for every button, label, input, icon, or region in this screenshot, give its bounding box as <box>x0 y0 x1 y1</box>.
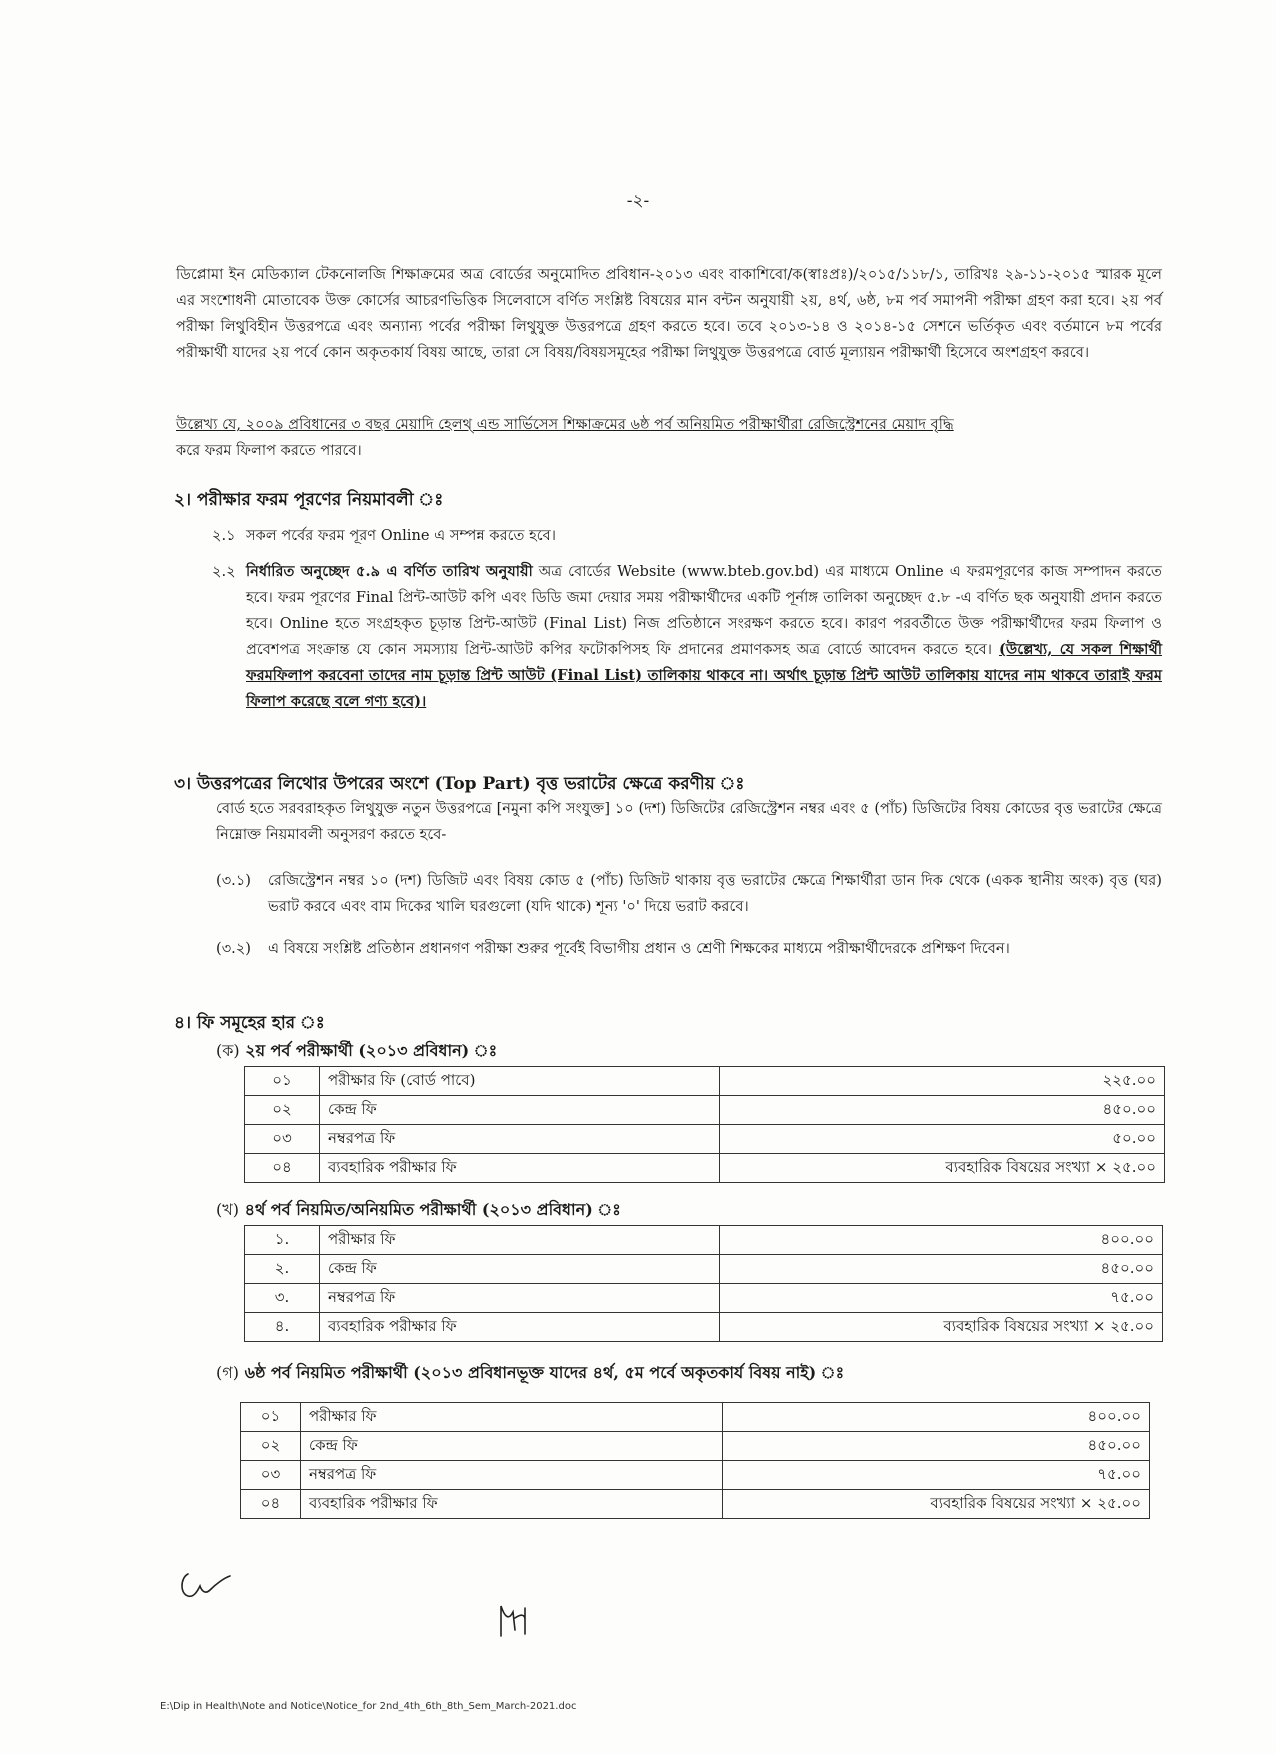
row-number: ০১ <box>245 1067 320 1096</box>
section-4-heading: ৪। ফি সমূহের হার ঃ <box>174 1013 325 1033</box>
fee-amount: ৪৫০.০০ <box>720 1255 1163 1284</box>
row-number: ০৪ <box>245 1154 320 1183</box>
row-number: ৩. <box>245 1284 320 1313</box>
note-rest: করে ফরম ফিলাপ করতে পারবে। <box>176 442 362 459</box>
fee-item: ব্যবহারিক পরীক্ষার ফি <box>320 1313 720 1342</box>
fee-item: পরীক্ষার ফি <box>320 1226 720 1255</box>
row-number: ০১ <box>241 1403 301 1432</box>
fee-amount: ৪০০.০০ <box>720 1226 1163 1255</box>
table-row <box>245 1313 1163 1342</box>
rule-2-2-emphasis: নির্ধারিত অনুচ্ছেদ ৫.৯ এ বর্ণিত তারিখ অনুযায়ী <box>246 563 533 580</box>
fee-amount: ব্যবহারিক বিষয়ের সংখ্যা × ২৫.০০ <box>720 1313 1163 1342</box>
fee-amount: ৪৫০.০০ <box>723 1432 1150 1461</box>
rule-2-1 <box>212 523 1162 549</box>
fee-item: ব্যবহারিক পরীক্ষার ফি <box>301 1490 723 1519</box>
rule-3-2 <box>216 936 1162 962</box>
fee-table-ga <box>240 1402 1150 1519</box>
fee-amount: ৪৫০.০০ <box>720 1096 1165 1125</box>
fee-table-kha-label <box>216 1197 621 1224</box>
fee-amount: ৭৫.০০ <box>723 1461 1150 1490</box>
fee-amount: ২২৫.০০ <box>720 1067 1165 1096</box>
rule-3-1-number: (৩.১) <box>216 872 251 889</box>
rule-2-2-text <box>246 559 1162 715</box>
fee-amount: ব্যবহারিক বিষয়ের সংখ্যা × ২৫.০০ <box>723 1490 1150 1519</box>
fee-amount: ৭৫.০০ <box>720 1284 1163 1313</box>
rule-2-1-number: ২.১ <box>212 527 236 544</box>
fee-table-kha-title: ৪র্থ পর্ব নিয়মিত/অনিয়মিত পরীক্ষার্থী (২০১৩ প্রবিধান) ঃ <box>244 1200 621 1219</box>
row-number: ০২ <box>245 1096 320 1125</box>
note-underlined: উল্লেখ্য যে, ২০০৯ প্রবিধানের ৩ বছর মেয়াদি হেলথ্ এন্ড সার্ভিসেস শিক্ষাক্রমের ৬ষ্ঠ পর্ব অনিয়মিত পরীক্ষার্থীরা রেজিস্ট্রেশনের মেয়াদ বৃদ্ধি <box>176 416 954 433</box>
row-number: ০২ <box>241 1432 301 1461</box>
note-paragraph <box>176 412 1162 464</box>
rule-2-2-number: ২.২ <box>212 563 236 580</box>
section-2-heading: ২। পরীক্ষার ফরম পূরণের নিয়মাবলী ঃ <box>174 490 444 510</box>
rule-2-2-note: (উল্লেখ্য, যে সকল শিক্ষার্থী ফরমফিলাপ করবেনা তাদের নাম চূড়ান্ত প্রিন্ট আউট (Final List) তালিকায় থাকবে না। অর্থাৎ চূড়ান্ত প্রিন্ট আউট তালিকায় যাদের নাম থাকবে তারাই ফরম ফিলাপ করেছে বলে গণ্য হবে)। <box>246 641 1162 710</box>
fee-item: নম্বরপত্র ফি <box>320 1125 720 1154</box>
page-number: -২- <box>626 191 650 211</box>
footer-file-path: E:\Dip in Health\Note and Notice\Notice_for 2nd_4th_6th_8th_Sem_March-2021.doc <box>160 1701 577 1712</box>
fee-table-ka <box>244 1066 1165 1183</box>
signature-initial-left <box>176 1568 236 1604</box>
fee-item: নম্বরপত্র ফি <box>301 1461 723 1490</box>
fee-amount: ৫০.০০ <box>720 1125 1165 1154</box>
table-row <box>245 1154 1165 1183</box>
row-number: ৪. <box>245 1313 320 1342</box>
fee-amount: ব্যবহারিক বিষয়ের সংখ্যা × ২৫.০০ <box>720 1154 1165 1183</box>
fee-table-ka-title: ২য় পর্ব পরীক্ষার্থী (২০১৩ প্রবিধান) ঃ <box>245 1041 498 1060</box>
row-number: ০৩ <box>245 1125 320 1154</box>
fee-item: কেন্দ্র ফি <box>301 1432 723 1461</box>
fee-table-kha <box>244 1225 1163 1342</box>
row-number: ১. <box>245 1226 320 1255</box>
fee-table-ga-title: ৬ষ্ঠ পর্ব নিয়মিত পরীক্ষার্থী (২০১৩ প্রবিধানভূক্ত যাদের ৪র্থ, ৫ম পর্বে অকৃতকার্য বিষয় নাই) ঃ <box>244 1363 845 1382</box>
fee-item: কেন্দ্র ফি <box>320 1255 720 1284</box>
fee-item: কেন্দ্র ফি <box>320 1096 720 1125</box>
fee-item: ব্যবহারিক পরীক্ষার ফি <box>320 1154 720 1183</box>
signature-initial-center <box>495 1600 535 1640</box>
fee-item: পরীক্ষার ফি <box>301 1403 723 1432</box>
row-number: ০৩ <box>241 1461 301 1490</box>
rule-2-2-body: অত্র বোর্ডের Website (www.bteb.gov.bd) এর মাধ্যমে Online এ ফরমপূরণের কাজ সম্পাদন করতে হবে। ফরম পূরণের Final প্রিন্ট-আউট কপি এবং ডিডি জমা দেয়ার সময় পরীক্ষার্থীদের একটি পূর্নাঙ্গ তালিকা অনুচ্ছেদ ৫.৮ -এ বর্ণিত ছক অনুযায়ী প্রদান করতে হবে। Online হতে সংগ্রহকৃত চূড়ান্ত প্রিন্ট-আউট (Final List) নিজ প্রতিষ্ঠানে সংরক্ষণ করতে হবে। কারণ পরবর্তীতে উক্ত পরীক্ষার্থীদের ফরম ফিলাপ ও প্রবেশপত্র সংক্রান্ত যে কোন সমস্যায় প্রিন্ট-আউট কপির ফটোকপিসহ ফি প্রদানের প্রমাণকসহ অত্র বোর্ডে আবেদন করতে হবে। <box>246 563 1162 658</box>
fee-table-kha-prefix: (খ) <box>216 1200 239 1219</box>
section-3-heading: ৩। উত্তরপত্রের লিথোর উপরের অংশে (Top Part) বৃত্ত ভরাটের ক্ষেত্রে করণীয় ঃ <box>174 774 745 794</box>
rule-3-2-text: এ বিষয়ে সংশ্লিষ্ট প্রতিষ্ঠান প্রধানগণ পরীক্ষা শুরুর পূর্বেই বিভাগীয় প্রধান ও শ্রেণী শিক্ষকের মাধ্যমে পরীক্ষার্থীদেরকে প্রশিক্ষণ দিবেন। <box>268 940 1010 957</box>
fee-table-ka-prefix: (ক) <box>216 1041 240 1060</box>
table-row <box>245 1284 1163 1313</box>
row-number: ০৪ <box>241 1490 301 1519</box>
table-row <box>241 1461 1150 1490</box>
table-row <box>241 1432 1150 1461</box>
table-row <box>241 1490 1150 1519</box>
fee-item: পরীক্ষার ফি (বোর্ড পাবে) <box>320 1067 720 1096</box>
fee-table-ga-prefix: (গ) <box>216 1363 239 1382</box>
table-row <box>241 1403 1150 1432</box>
table-row <box>245 1226 1163 1255</box>
rule-2-2 <box>212 559 1162 715</box>
rule-3-2-number: (৩.২) <box>216 940 252 957</box>
rule-2-1-text: সকল পর্বের ফরম পূরণ Online এ সম্পন্ন করতে হবে। <box>246 527 556 544</box>
intro-paragraph: ডিপ্লোমা ইন মেডিক্যাল টেকনোলজি শিক্ষাক্রমের অত্র বোর্ডের অনুমোদিত প্রবিধান-২০১৩ এবং বাকাশিবো/ক(স্বাঃপ্রঃ)/২০১৫/১১৮/১, তারিখঃ ২৯-১১-২০১৫ স্মারক মূলে এর সংশোধনী মোতাবেক উক্ত কোর্সের আচরণভিত্তিক সিলেবাসে বর্ণিত সংশ্লিষ্ট বিষয়ের মান বন্টন অনুযায়ী ২য়, ৪র্থ, ৬ষ্ঠ, ৮ম পর্ব সমাপনী পরীক্ষা গ্রহণ করা হবে। ২য় পর্ব পরীক্ষা লিথুবিহীন উত্তরপত্রে এবং অন্যান্য পর্বের পরীক্ষা লিথুযুক্ত উত্তরপত্রে গ্রহণ করতে হবে। তবে ২০১৩-১৪ ও ২০১৪-১৫ সেশনে ভর্তিকৃত এবং বর্তমানে ৮ম পর্বের পরীক্ষার্থী যাদের ২য় পর্বে কোন অকৃতকার্য বিষয় আছে, তারা সে বিষয়/বিষয়সমূহের পরীক্ষা লিথুযুক্ত উত্তরপত্রে বোর্ড মূল্যায়ন পরীক্ষার্থী হিসেবে অংশগ্রহণ করবে। <box>176 266 1162 361</box>
table-row <box>245 1125 1165 1154</box>
table-row <box>245 1067 1165 1096</box>
row-number: ২. <box>245 1255 320 1284</box>
section-3-intro: বোর্ড হতে সরবরাহকৃত লিথুযুক্ত নতুন উত্তরপত্রে [নমুনা কপি সংযুক্ত] ১০ (দশ) ডিজিটের রেজিস্ট্রেশন নম্বর এবং ৫ (পাঁচ) ডিজিটের বিষয় কোডের বৃত্ত ভরাটের ক্ষেত্রে নিম্নোক্ত নিয়মাবলী অনুসরণ করতে হবে- <box>216 800 1162 843</box>
fee-table-ka-label <box>216 1038 497 1065</box>
table-row <box>245 1255 1163 1284</box>
rule-3-1-text: রেজিস্ট্রেশন নম্বর ১০ (দশ) ডিজিট এবং বিষয় কোড ৫ (পাঁচ) ডিজিট থাকায় বৃত্ত ভরাটের ক্ষেত্রে শিক্ষার্থীরা ডান দিক থেকে (একক স্থানীয় অংক) বৃত্ত (ঘর) ভরাট করবে এবং বাম দিকের খালি ঘরগুলো (যদি থাকে) শূন্য '০' দিয়ে ভরাট করবে। <box>268 872 1162 915</box>
table-row <box>245 1096 1165 1125</box>
rule-3-1 <box>216 868 1162 920</box>
fee-item: নম্বরপত্র ফি <box>320 1284 720 1313</box>
fee-table-ga-label <box>216 1360 844 1387</box>
fee-amount: ৪০০.০০ <box>723 1403 1150 1432</box>
